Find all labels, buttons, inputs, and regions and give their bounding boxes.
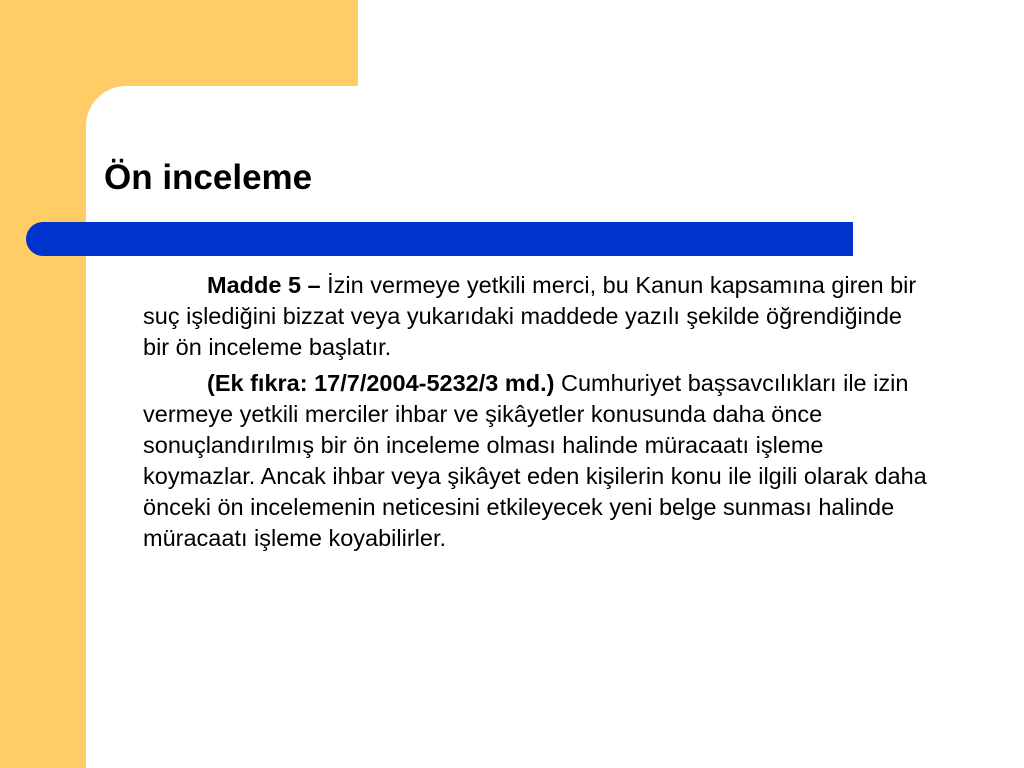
decorative-blue-bar [26, 222, 853, 256]
paragraph-lead: (Ek fıkra: 17/7/2004-5232/3 md.) [207, 370, 555, 396]
paragraph-text: Cumhuriyet başsavcılıkları ile izin vermeye yetkili merciler ihbar ve şikâyetler konusunda daha önce sonuçlandırılmış bir ön inceleme olması halinde müracaatı işleme koymazlar. Ancak ihbar veya şikâyet eden kişilerin konu ile ilgili olarak daha önceki ön incelemenin neticesini etkileyecek yeni belge sunması halinde müracaatı işleme koyabilirler. [143, 370, 927, 551]
paragraph-text: İzin vermeye yetkili merci, bu Kanun kapsamına giren bir suç işlediğini bizzat veya yukarıdaki maddede yazılı şekilde öğrendiğinde bir ön inceleme başlatır. [143, 272, 917, 360]
paragraph-ek-fikra [143, 368, 933, 554]
paragraph-lead: Madde 5 – [207, 272, 321, 298]
slide-body [143, 270, 933, 559]
slide-title: Ön inceleme [104, 158, 313, 197]
paragraph-madde-5 [143, 270, 933, 363]
